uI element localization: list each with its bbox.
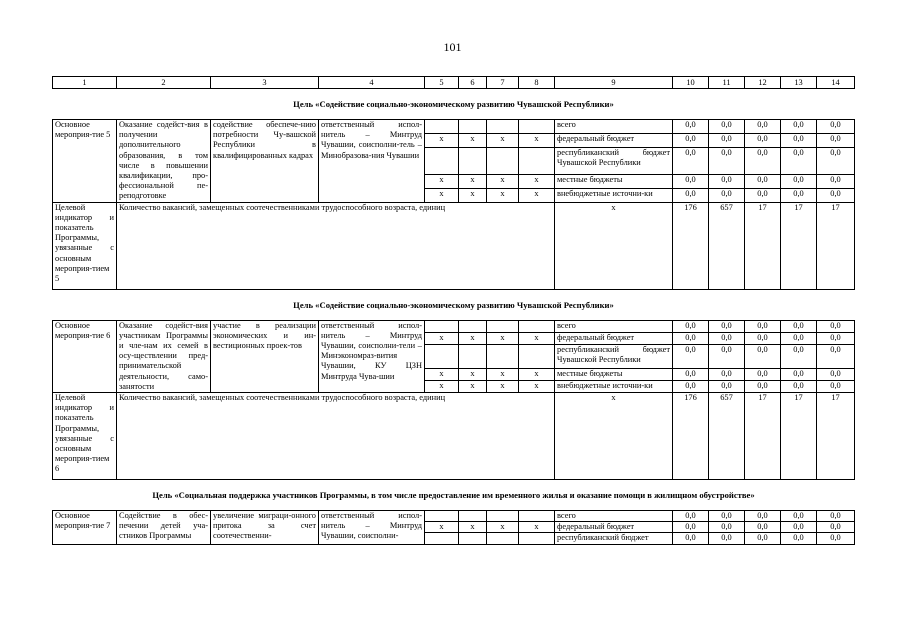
budget-code: x — [519, 174, 555, 188]
indicator-value: 657 — [709, 393, 745, 480]
budget-code: x — [459, 522, 487, 533]
column-number: 10 — [673, 77, 709, 89]
funding-value: 0,0 — [817, 533, 855, 544]
budget-code: x — [487, 522, 519, 533]
budget-code — [459, 533, 487, 544]
budget-code: x — [459, 332, 487, 344]
funding-value: 0,0 — [745, 320, 781, 332]
funding-value: 0,0 — [781, 380, 817, 392]
funding-value: 0,0 — [781, 368, 817, 380]
event-description: Оказание содейст-вия в получении дополнительного образования, в том числе в повышении квалификации, про-фессиональной пе-реподготовке — [117, 120, 211, 203]
budget-code — [487, 345, 519, 368]
column-number-row — [53, 77, 855, 89]
goal-heading: Цель «Содействие социально-экономическому развитию Чувашской Республики» — [53, 289, 855, 320]
indicator-text: Количество вакансий, замещенных соотечественниками трудоспособного возраста, единиц — [117, 202, 555, 289]
funding-value: 0,0 — [673, 533, 709, 544]
funding-row — [53, 320, 855, 332]
budget-code: x — [459, 174, 487, 188]
column-number: 7 — [487, 77, 519, 89]
funding-value: 0,0 — [673, 332, 709, 344]
funding-value: 0,0 — [673, 345, 709, 368]
indicator-label: Целевой индикатор и показатель Программы, увязанные с основным мероприя-тием 5 — [53, 202, 117, 289]
budget-code — [519, 345, 555, 368]
indicator-value: 657 — [709, 202, 745, 289]
indicator-value: 17 — [781, 202, 817, 289]
funding-value: 0,0 — [745, 533, 781, 544]
funding-value: 0,0 — [817, 380, 855, 392]
funding-source: федеральный бюджет — [555, 332, 673, 344]
column-number: 12 — [745, 77, 781, 89]
goal-row — [53, 89, 855, 120]
event-goal: участие в реализации экономических и ин-вестиционных проек-тов — [211, 320, 319, 392]
funding-value: 0,0 — [781, 120, 817, 134]
funding-value: 0,0 — [781, 188, 817, 202]
budget-code — [487, 511, 519, 522]
funding-value: 0,0 — [745, 174, 781, 188]
column-number: 14 — [817, 77, 855, 89]
budget-code — [487, 120, 519, 134]
funding-value: 0,0 — [673, 522, 709, 533]
funding-value: 0,0 — [709, 511, 745, 522]
funding-value: 0,0 — [817, 368, 855, 380]
funding-value: 0,0 — [781, 174, 817, 188]
responsible-executor: ответственный испол-нитель – Минтруд Чувашии, соисполни-тель – Минобразова-ния Чувашии — [319, 120, 425, 203]
funding-value: 0,0 — [745, 380, 781, 392]
funding-source: всего — [555, 120, 673, 134]
funding-value: 0,0 — [817, 188, 855, 202]
indicator-value: 17 — [745, 202, 781, 289]
funding-value: 0,0 — [673, 133, 709, 147]
indicator-value: 17 — [817, 393, 855, 480]
column-number: 9 — [555, 77, 673, 89]
funding-value: 0,0 — [673, 380, 709, 392]
indicator-text: Количество вакансий, замещенных соотечественниками трудоспособного возраста, единиц — [117, 393, 555, 480]
budget-code: x — [487, 368, 519, 380]
budget-code — [459, 511, 487, 522]
program-table — [52, 76, 855, 545]
event-name: Основное мероприя-тие 6 — [53, 320, 117, 392]
event-goal: увеличение миграци-онного притока за счет соотечественни- — [211, 511, 319, 545]
funding-value: 0,0 — [709, 380, 745, 392]
event-description: Содействие в обес-печении детей уча-стников Программы — [117, 511, 211, 545]
funding-source: республиканский бюджет Чувашской Республики — [555, 147, 673, 174]
funding-value: 0,0 — [817, 511, 855, 522]
budget-code — [459, 120, 487, 134]
budget-code — [425, 511, 459, 522]
budget-code: x — [519, 368, 555, 380]
funding-value: 0,0 — [673, 120, 709, 134]
budget-code — [425, 345, 459, 368]
budget-code: x — [459, 188, 487, 202]
funding-value: 0,0 — [673, 368, 709, 380]
budget-code — [519, 147, 555, 174]
budget-code: x — [519, 380, 555, 392]
funding-value: 0,0 — [781, 320, 817, 332]
funding-value: 0,0 — [745, 522, 781, 533]
budget-code: x — [425, 332, 459, 344]
budget-code: x — [425, 522, 459, 533]
column-number: 6 — [459, 77, 487, 89]
event-name: Основное мероприя-тие 7 — [53, 511, 117, 545]
funding-source: республиканский бюджет — [555, 533, 673, 544]
funding-value: 0,0 — [709, 368, 745, 380]
event-description: Оказание содейст-вия участникам Программы и чле-нам их семей в осу-ществлении пред-принимательской деятельности, само-занятости — [117, 320, 211, 392]
funding-value: 0,0 — [781, 332, 817, 344]
funding-value: 0,0 — [673, 147, 709, 174]
funding-value: 0,0 — [745, 368, 781, 380]
budget-code: x — [519, 133, 555, 147]
column-number: 11 — [709, 77, 745, 89]
funding-value: 0,0 — [673, 511, 709, 522]
funding-value: 0,0 — [817, 133, 855, 147]
funding-value: 0,0 — [709, 345, 745, 368]
funding-value: 0,0 — [709, 188, 745, 202]
indicator-label: Целевой индикатор и показатель Программы, увязанные с основным мероприя-тием 6 — [53, 393, 117, 480]
indicator-value: 176 — [673, 202, 709, 289]
responsible-executor: ответственный испол-нитель – Минтруд Чувашии, соисполни- — [319, 511, 425, 545]
column-number: 3 — [211, 77, 319, 89]
funding-value: 0,0 — [817, 345, 855, 368]
budget-code: x — [459, 133, 487, 147]
budget-code — [459, 345, 487, 368]
indicator-x: x — [555, 393, 673, 480]
funding-value: 0,0 — [745, 345, 781, 368]
budget-code — [459, 147, 487, 174]
funding-value: 0,0 — [817, 332, 855, 344]
funding-source: всего — [555, 320, 673, 332]
funding-source: местные бюджеты — [555, 368, 673, 380]
column-number: 13 — [781, 77, 817, 89]
funding-value: 0,0 — [709, 522, 745, 533]
responsible-executor: ответственный испол-нитель – Минтруд Чувашии, соисполни-тели – Минэкономраз-вития Чувашии, КУ ЦЗН Минтруда Чува-шии — [319, 320, 425, 392]
funding-value: 0,0 — [709, 147, 745, 174]
indicator-row — [53, 393, 855, 480]
funding-value: 0,0 — [817, 174, 855, 188]
funding-value: 0,0 — [817, 522, 855, 533]
funding-value: 0,0 — [817, 147, 855, 174]
funding-source: внебюджетные источни-ки — [555, 380, 673, 392]
funding-value: 0,0 — [709, 120, 745, 134]
funding-source: всего — [555, 511, 673, 522]
funding-source: федеральный бюджет — [555, 522, 673, 533]
funding-source: внебюджетные источни-ки — [555, 188, 673, 202]
budget-code — [487, 533, 519, 544]
funding-value: 0,0 — [781, 147, 817, 174]
budget-code — [519, 533, 555, 544]
budget-code: x — [425, 174, 459, 188]
budget-code: x — [487, 174, 519, 188]
funding-value: 0,0 — [745, 147, 781, 174]
indicator-value: 17 — [817, 202, 855, 289]
goal-heading: Цель «Социальная поддержка участников Программы, в том числе предоставление им временного жилья и оказание помощи в жилищном обустройстве» — [53, 480, 855, 511]
funding-source: местные бюджеты — [555, 174, 673, 188]
event-name: Основное мероприя-тие 5 — [53, 120, 117, 203]
funding-value: 0,0 — [781, 533, 817, 544]
budget-code: x — [459, 368, 487, 380]
budget-code — [487, 320, 519, 332]
budget-code — [425, 147, 459, 174]
goal-row — [53, 480, 855, 511]
budget-code: x — [487, 332, 519, 344]
indicator-x: x — [555, 202, 673, 289]
goal-row — [53, 289, 855, 320]
budget-code: x — [519, 522, 555, 533]
column-number: 2 — [117, 77, 211, 89]
funding-value: 0,0 — [709, 174, 745, 188]
funding-value: 0,0 — [709, 332, 745, 344]
funding-value: 0,0 — [817, 320, 855, 332]
budget-code — [425, 533, 459, 544]
indicator-row — [53, 202, 855, 289]
page-number: 101 — [443, 40, 462, 54]
column-number: 5 — [425, 77, 459, 89]
budget-code: x — [425, 188, 459, 202]
budget-code: x — [487, 188, 519, 202]
funding-value: 0,0 — [745, 332, 781, 344]
funding-source: республиканский бюджет Чувашской Республики — [555, 345, 673, 368]
budget-code — [487, 147, 519, 174]
indicator-value: 176 — [673, 393, 709, 480]
funding-value: 0,0 — [781, 133, 817, 147]
funding-value: 0,0 — [673, 188, 709, 202]
budget-code — [459, 320, 487, 332]
funding-value: 0,0 — [673, 320, 709, 332]
budget-code: x — [425, 368, 459, 380]
funding-value: 0,0 — [709, 533, 745, 544]
funding-value: 0,0 — [781, 345, 817, 368]
funding-value: 0,0 — [709, 320, 745, 332]
funding-value: 0,0 — [781, 511, 817, 522]
event-goal: содействие обеспече-нию потребности Чу-вашской Республики в квалифицированных кадрах — [211, 120, 319, 203]
funding-source: федеральный бюджет — [555, 133, 673, 147]
indicator-value: 17 — [781, 393, 817, 480]
budget-code: x — [519, 188, 555, 202]
indicator-value: 17 — [745, 393, 781, 480]
budget-code: x — [519, 332, 555, 344]
funding-value: 0,0 — [781, 522, 817, 533]
budget-code: x — [459, 380, 487, 392]
budget-code — [425, 320, 459, 332]
budget-code — [519, 320, 555, 332]
funding-value: 0,0 — [745, 511, 781, 522]
budget-code — [425, 120, 459, 134]
funding-value: 0,0 — [709, 133, 745, 147]
funding-value: 0,0 — [673, 174, 709, 188]
budget-code: x — [487, 380, 519, 392]
budget-code: x — [425, 133, 459, 147]
funding-row — [53, 120, 855, 134]
funding-value: 0,0 — [745, 133, 781, 147]
budget-code — [519, 511, 555, 522]
funding-value: 0,0 — [745, 120, 781, 134]
funding-value: 0,0 — [745, 188, 781, 202]
funding-value: 0,0 — [817, 120, 855, 134]
funding-row — [53, 511, 855, 522]
column-number: 1 — [53, 77, 117, 89]
budget-code: x — [425, 380, 459, 392]
budget-code — [519, 120, 555, 134]
goal-heading: Цель «Содействие социально-экономическому развитию Чувашской Республики» — [53, 89, 855, 120]
budget-code: x — [487, 133, 519, 147]
column-number: 4 — [319, 77, 425, 89]
column-number: 8 — [519, 77, 555, 89]
